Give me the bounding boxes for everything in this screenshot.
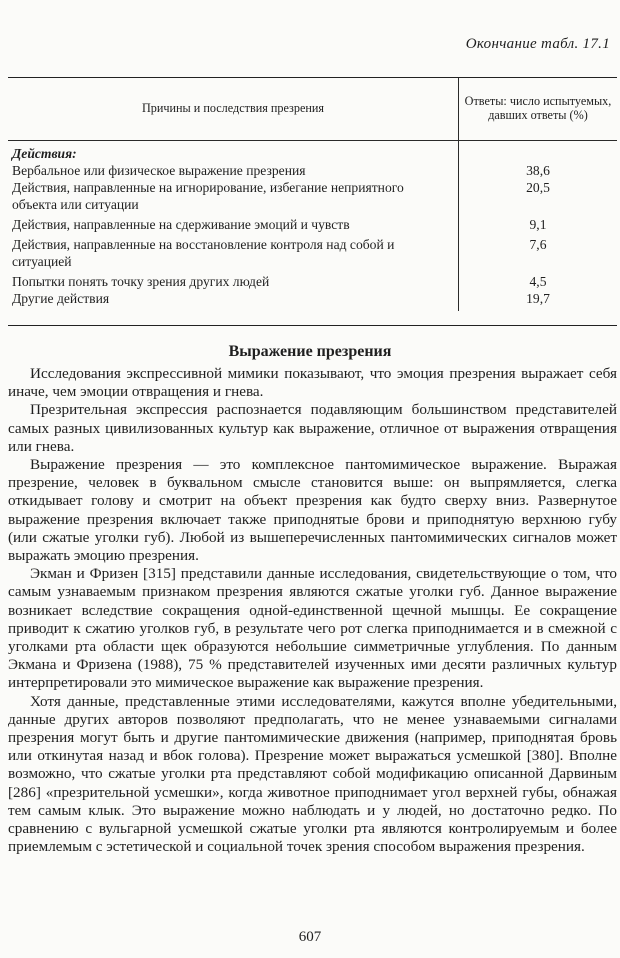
contempt-table xyxy=(8,77,617,311)
header-answers: Ответы: число испытуемых, давших ответы (%) xyxy=(459,77,618,141)
table-row xyxy=(8,290,617,311)
paragraph: Экман и Фризен [315] представили данные исследования, свидетельствующие о том, что самым узнаваемым признаком презрения являются сжатые уголки губ. Данное выражение возникает вследствие сокращения одной-единственной щечной мышцы. Ее сокращение приводит к сжатию уголков губ, в результате чего рот слегка приподнимается и в смежной с уголками рта области щек образуются небольшие симметричные углубления. По данным Экмана и Фризена (1988), 75 % представителей изученных ими десяти различных культур интерпретировали это мимическое выражение как выражение презрения. xyxy=(8,565,617,692)
paragraph: Хотя данные, представленные этими исследователями, кажутся вполне убедительными, данные других авторов позволяют предполагать, что не менее узнаваемыми сигналами презрения могут быть и другие пантомимические движения (например, приподнятая бровь или откинутая назад и вбок голова). Презрение может выражаться усмешкой [380]. Вполне возможно, что сжатые уголки рта представляют собой модификацию описанной Дарвиным [286] «презрительной усмешки», когда животное приподнимает угол верхней губы, обнажая тем самым клык. Это выражение можно наблюдать и у людей, но достаточно редко. По сравнению с вульгарной усмешкой сжатые уголки рта являются контролируемым и более приемлемым с эстетической и социальной точек зрения способом выражения презрения. xyxy=(8,692,617,856)
table-row xyxy=(8,233,617,270)
page-number: 607 xyxy=(298,929,322,945)
paragraph: Презрительная экспрессия распознается подавляющим большинством представителей самых разных цивилизованных культур как выражение, отличное от выражения отвращения или гнева. xyxy=(8,401,617,455)
row-label: Действия, направленные на сдерживание эмоций и чувств xyxy=(12,217,350,232)
row-label: Действия, направленные на восстановление контроля над собой и ситуацией xyxy=(12,237,395,269)
row-label: Попытки понять точку зрения других людей xyxy=(12,274,270,289)
row-value: 19,7 xyxy=(459,290,618,311)
table-header-row xyxy=(8,77,617,141)
table-row xyxy=(8,179,617,213)
table-row xyxy=(8,270,617,290)
row-value: 7,6 xyxy=(459,233,618,270)
table-row xyxy=(8,162,617,179)
section-title: Выражение презрения xyxy=(228,343,392,360)
group-label: Действия: xyxy=(12,146,77,161)
header-cause: Причины и последствия презрения xyxy=(8,77,459,141)
row-value: 4,5 xyxy=(459,270,618,290)
row-label: Другие действия xyxy=(12,291,110,306)
table-row xyxy=(8,213,617,233)
row-value: 20,5 xyxy=(459,179,618,213)
paragraph: Выражение презрения — это комплексное пантомимическое выражение. Выражая презрение, человек в буквальном смысле становится выше: он выпрямляется, слегка откидывает голову и смотрит на объект презрения как будто сверху вниз. Развернутое выражение презрения включает также приподнятые брови и приподнятую верхнюю губу (или сжатые уголки губ). Любой из вышеперечисленных пантомимических сигналов может выражать эмоцию презрения. xyxy=(8,456,617,565)
body-text xyxy=(8,365,617,856)
row-label: Вербальное или физическое выражение презрения xyxy=(12,163,306,178)
table-caption: Окончание табл. 17.1 xyxy=(465,36,610,52)
row-label: Действия, направленные на игнорирование, избегание неприятного объекта или ситуации xyxy=(12,180,404,212)
row-value: 9,1 xyxy=(459,213,618,233)
paragraph: Исследования экспрессивной мимики показывают, что эмоция презрения выражает себя иначе, чем эмоции отвращения и гнева. xyxy=(8,365,617,401)
group-empty-cell xyxy=(459,141,618,163)
table-group-row xyxy=(8,141,617,163)
row-value: 38,6 xyxy=(459,162,618,179)
